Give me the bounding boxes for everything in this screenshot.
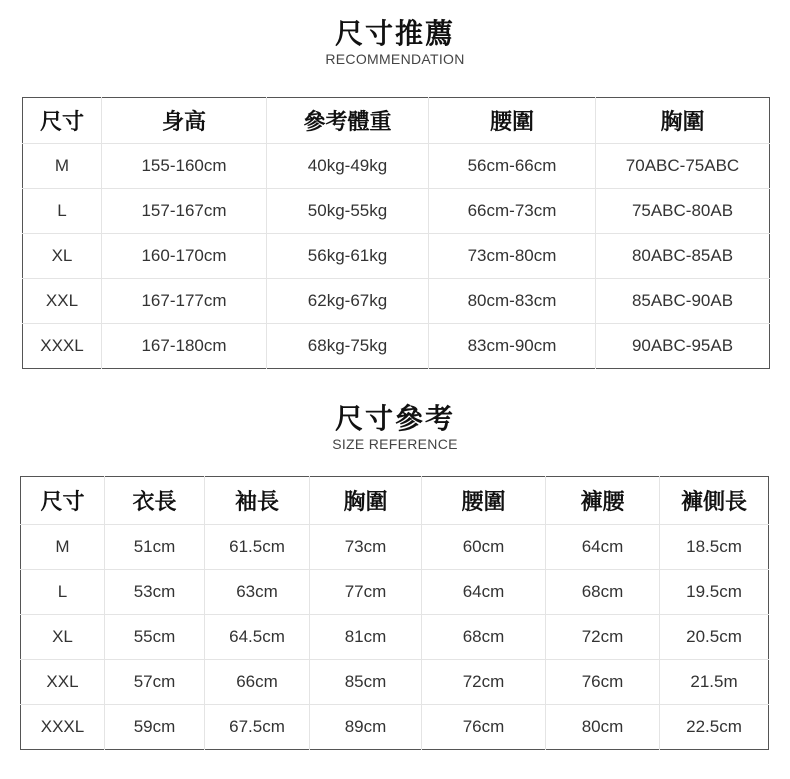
- table-cell: 90ABC-95AB: [596, 324, 770, 369]
- table-cell: 89cm: [310, 705, 422, 750]
- table-cell: 64.5cm: [205, 615, 310, 660]
- table-cell: 21.5m: [660, 660, 769, 705]
- reference-subtitle: SIZE REFERENCE: [332, 436, 458, 452]
- table-cell: 63cm: [205, 570, 310, 615]
- table-row: [21, 705, 769, 750]
- table-row: [23, 234, 770, 279]
- table-cell: 160-170cm: [102, 234, 267, 279]
- table-cell: 50kg-55kg: [267, 189, 429, 234]
- size-label: XXXL: [23, 324, 102, 369]
- reference-title: 尺寸參考: [334, 402, 455, 435]
- table-cell: 51cm: [105, 525, 205, 570]
- reference-table: [20, 476, 769, 750]
- column-header: 參考體重: [267, 98, 429, 144]
- table-cell: 167-177cm: [102, 279, 267, 324]
- column-header: 胸圍: [596, 98, 770, 144]
- size-label: XL: [23, 234, 102, 279]
- column-header: 尺寸: [39, 110, 84, 135]
- table-cell: 60cm: [422, 525, 546, 570]
- table-row: [21, 570, 769, 615]
- table-cell: 53cm: [105, 570, 205, 615]
- recommendation-table: [22, 97, 770, 369]
- table-cell: 57cm: [105, 660, 205, 705]
- table-row: [23, 189, 770, 234]
- table-cell: 68kg-75kg: [267, 324, 429, 369]
- table-cell: 61.5cm: [205, 525, 310, 570]
- column-header: 身高: [102, 98, 267, 144]
- table-cell: 80cm-83cm: [429, 279, 596, 324]
- recommendation-title: 尺寸推薦: [334, 17, 455, 50]
- table-cell: 64cm: [422, 570, 546, 615]
- table-row: [21, 615, 769, 660]
- column-header: 尺寸: [40, 490, 85, 515]
- table-cell: 68cm: [546, 570, 660, 615]
- table-cell: 77cm: [310, 570, 422, 615]
- table-cell: 83cm-90cm: [429, 324, 596, 369]
- table-cell: 73cm-80cm: [429, 234, 596, 279]
- size-label: XXL: [23, 279, 102, 324]
- table-cell: 22.5cm: [660, 705, 769, 750]
- table-cell: 66cm-73cm: [429, 189, 596, 234]
- column-header: 衣長: [105, 477, 205, 525]
- table-cell: 19.5cm: [660, 570, 769, 615]
- table-cell: 59cm: [105, 705, 205, 750]
- table-cell: 167-180cm: [102, 324, 267, 369]
- table-cell: 56kg-61kg: [267, 234, 429, 279]
- size-label: XXL: [21, 660, 105, 705]
- column-header: 袖長: [205, 477, 310, 525]
- header-row: [23, 98, 770, 144]
- table-cell: 80cm: [546, 705, 660, 750]
- column-header: 胸圍: [310, 477, 422, 525]
- table-cell: 66cm: [205, 660, 310, 705]
- table-cell: 76cm: [546, 660, 660, 705]
- column-header: 腰圍: [429, 98, 596, 144]
- size-label: M: [21, 525, 105, 570]
- table-cell: 72cm: [422, 660, 546, 705]
- table-cell: 85ABC-90AB: [596, 279, 770, 324]
- size-label: L: [21, 570, 105, 615]
- table-cell: 76cm: [422, 705, 546, 750]
- table-row: [21, 660, 769, 705]
- recommendation-subtitle: RECOMMENDATION: [325, 51, 465, 67]
- size-label: XXXL: [21, 705, 105, 750]
- table-row: [23, 144, 770, 189]
- table-cell: 73cm: [310, 525, 422, 570]
- header-row: [21, 477, 769, 525]
- table-cell: 68cm: [422, 615, 546, 660]
- size-label: M: [23, 144, 102, 189]
- table-cell: 81cm: [310, 615, 422, 660]
- table-cell: 64cm: [546, 525, 660, 570]
- table-cell: 75ABC-80AB: [596, 189, 770, 234]
- table-cell: 85cm: [310, 660, 422, 705]
- size-label: L: [23, 189, 102, 234]
- table-cell: 72cm: [546, 615, 660, 660]
- table-cell: 155-160cm: [102, 144, 267, 189]
- table-cell: 56cm-66cm: [429, 144, 596, 189]
- table-cell: 70ABC-75ABC: [596, 144, 770, 189]
- table-row: [23, 279, 770, 324]
- table-cell: 40kg-49kg: [267, 144, 429, 189]
- table-cell: 62kg-67kg: [267, 279, 429, 324]
- table-cell: 55cm: [105, 615, 205, 660]
- table-cell: 67.5cm: [205, 705, 310, 750]
- column-header: 褲側長: [660, 477, 769, 525]
- table-cell: 80ABC-85AB: [596, 234, 770, 279]
- table-cell: 157-167cm: [102, 189, 267, 234]
- table-cell: 20.5cm: [660, 615, 769, 660]
- table-row: [23, 324, 770, 369]
- column-header: 腰圍: [422, 477, 546, 525]
- table-row: [21, 525, 769, 570]
- column-header: 褲腰: [546, 477, 660, 525]
- size-label: XL: [21, 615, 105, 660]
- table-cell: 18.5cm: [660, 525, 769, 570]
